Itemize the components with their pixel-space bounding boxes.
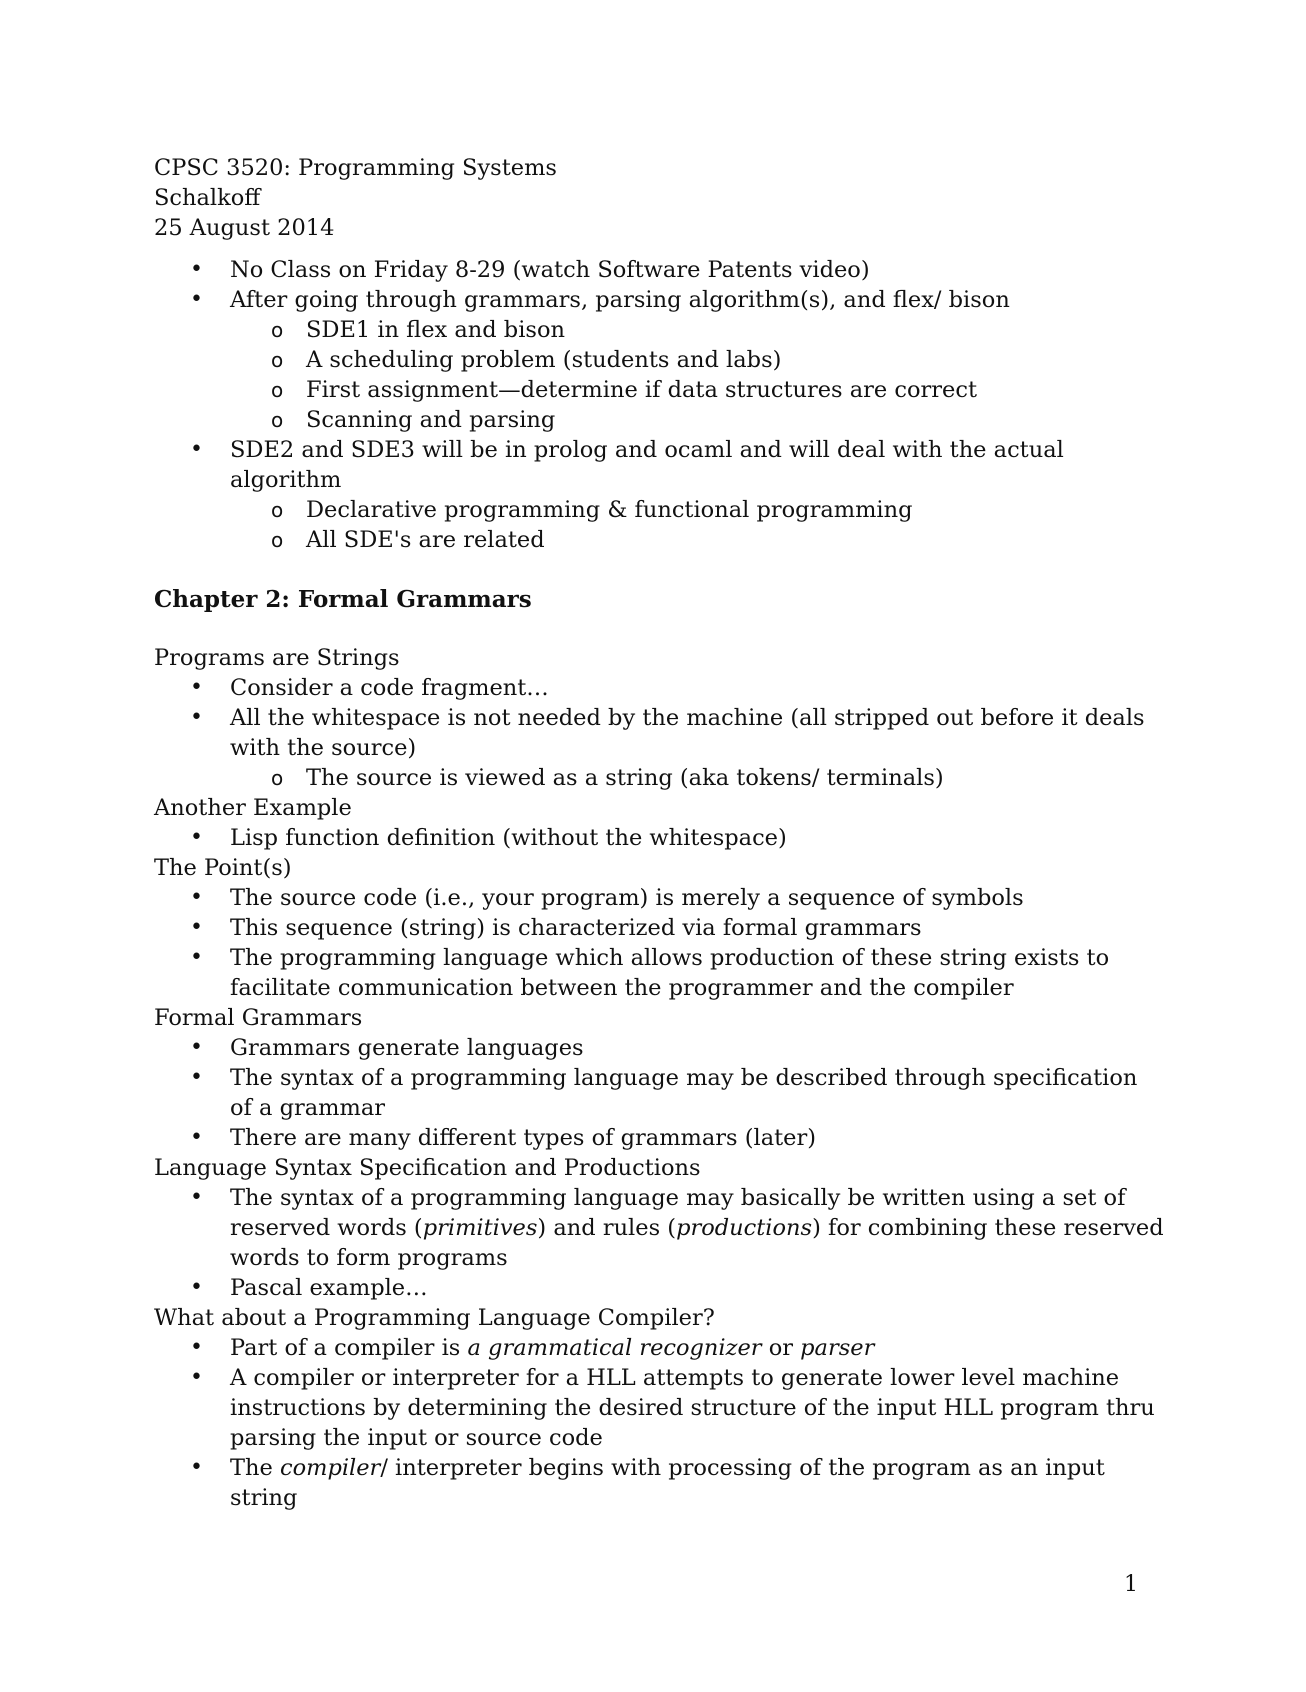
term-parser: parser xyxy=(800,1335,875,1361)
document-header xyxy=(154,153,1164,243)
document-body xyxy=(154,153,1164,1513)
list-item: • The source code (i.e., your program) is merely a sequence of symbols xyxy=(154,883,1164,913)
section-list-points xyxy=(154,883,1164,1003)
list-item: • A compiler or interpreter for a HLL attempts to generate lower level machine instructions by determining the desired structure of the input HLL program thru parsing the input or source code xyxy=(154,1363,1164,1453)
section-title-compiler: What about a Programming Language Compiler? xyxy=(154,1305,715,1331)
sub-list-item: o Scanning and parsing xyxy=(154,405,1164,435)
list-item: • The compiler/ interpreter begins with processing of the program as an input string xyxy=(154,1453,1164,1513)
sub-list-item: o A scheduling problem (students and labs) xyxy=(154,345,1164,375)
list-item: • Pascal example… xyxy=(154,1273,1164,1303)
section-list-formal-grammars xyxy=(154,1033,1164,1153)
chapter-heading: Chapter 2: Formal Grammars xyxy=(154,586,532,613)
term-productions: productions xyxy=(676,1215,813,1241)
sub-list-item: o All SDE's are related xyxy=(154,525,1164,555)
sub-list xyxy=(230,315,1164,435)
list-item: • Part of a compiler is a grammatical recognizer or parser xyxy=(154,1333,1164,1363)
sub-list xyxy=(230,495,1164,555)
list-item: • Consider a code fragment… xyxy=(154,673,1164,703)
section-list-compiler xyxy=(154,1333,1164,1513)
section-title-points: The Point(s) xyxy=(154,855,292,881)
sub-list-item: o The source is viewed as a string (aka tokens/ terminals) xyxy=(154,763,1164,793)
sub-list-item: o First assignment—determine if data structures are correct xyxy=(154,375,1164,405)
lecture-date: 25 August 2014 xyxy=(154,215,335,241)
section-title-syntax: Language Syntax Specification and Productions xyxy=(154,1155,701,1181)
section-list-programs xyxy=(154,673,1164,793)
term-grammatical-recognizer: a grammatical recognizer xyxy=(467,1335,762,1361)
list-item: • The syntax of a programming language may be described through specification of a grammar xyxy=(154,1063,1164,1123)
list-item: • The programming language which allows production of these string exists to facilitate communication between the programmer and the compiler xyxy=(154,943,1164,1003)
section-title-another-example: Another Example xyxy=(154,795,352,821)
section-list-syntax xyxy=(154,1183,1164,1303)
list-item: • All the whitespace is not needed by the machine (all stripped out before it deals with the source) o The source is viewed as a string (aka tokens/ terminals) xyxy=(154,703,1164,793)
section-list-another-example xyxy=(154,823,1164,853)
list-item: • Lisp function definition (without the whitespace) xyxy=(154,823,1164,853)
sub-list xyxy=(230,763,1164,793)
sub-list-item: o Declarative programming & functional programming xyxy=(154,495,1164,525)
instructor-name: Schalkoff xyxy=(154,185,261,211)
list-item: • No Class on Friday 8-29 (watch Software Patents video) xyxy=(154,255,1164,285)
section-title-programs: Programs are Strings xyxy=(154,645,400,671)
list-item: • After going through grammars, parsing algorithm(s), and flex/ bison o SDE1 in flex and bison o A scheduling problem (students and labs) o First assignment—determine if data structures are correct o Scanning and parsing xyxy=(154,285,1164,435)
term-compiler: compiler xyxy=(279,1455,381,1481)
section-title-formal-grammars: Formal Grammars xyxy=(154,1005,363,1031)
list-item: • Grammars generate languages xyxy=(154,1033,1164,1063)
course-title: CPSC 3520: Programming Systems xyxy=(154,155,557,181)
list-item: • The syntax of a programming language may basically be written using a set of reserved words (primitives) and rules (productions) for combining these reserved words to form programs xyxy=(154,1183,1164,1273)
announcement-list xyxy=(154,255,1164,555)
term-primitives: primitives xyxy=(422,1215,538,1241)
list-item: • There are many different types of grammars (later) xyxy=(154,1123,1164,1153)
sub-list-item: o SDE1 in flex and bison xyxy=(154,315,1164,345)
list-item: • This sequence (string) is characterized via formal grammars xyxy=(154,913,1164,943)
page-number: 1 xyxy=(1124,1572,1138,1597)
list-item: • SDE2 and SDE3 will be in prolog and ocaml and will deal with the actual algorithm o Declarative programming & functional programming o All SDE's are related xyxy=(154,435,1164,555)
